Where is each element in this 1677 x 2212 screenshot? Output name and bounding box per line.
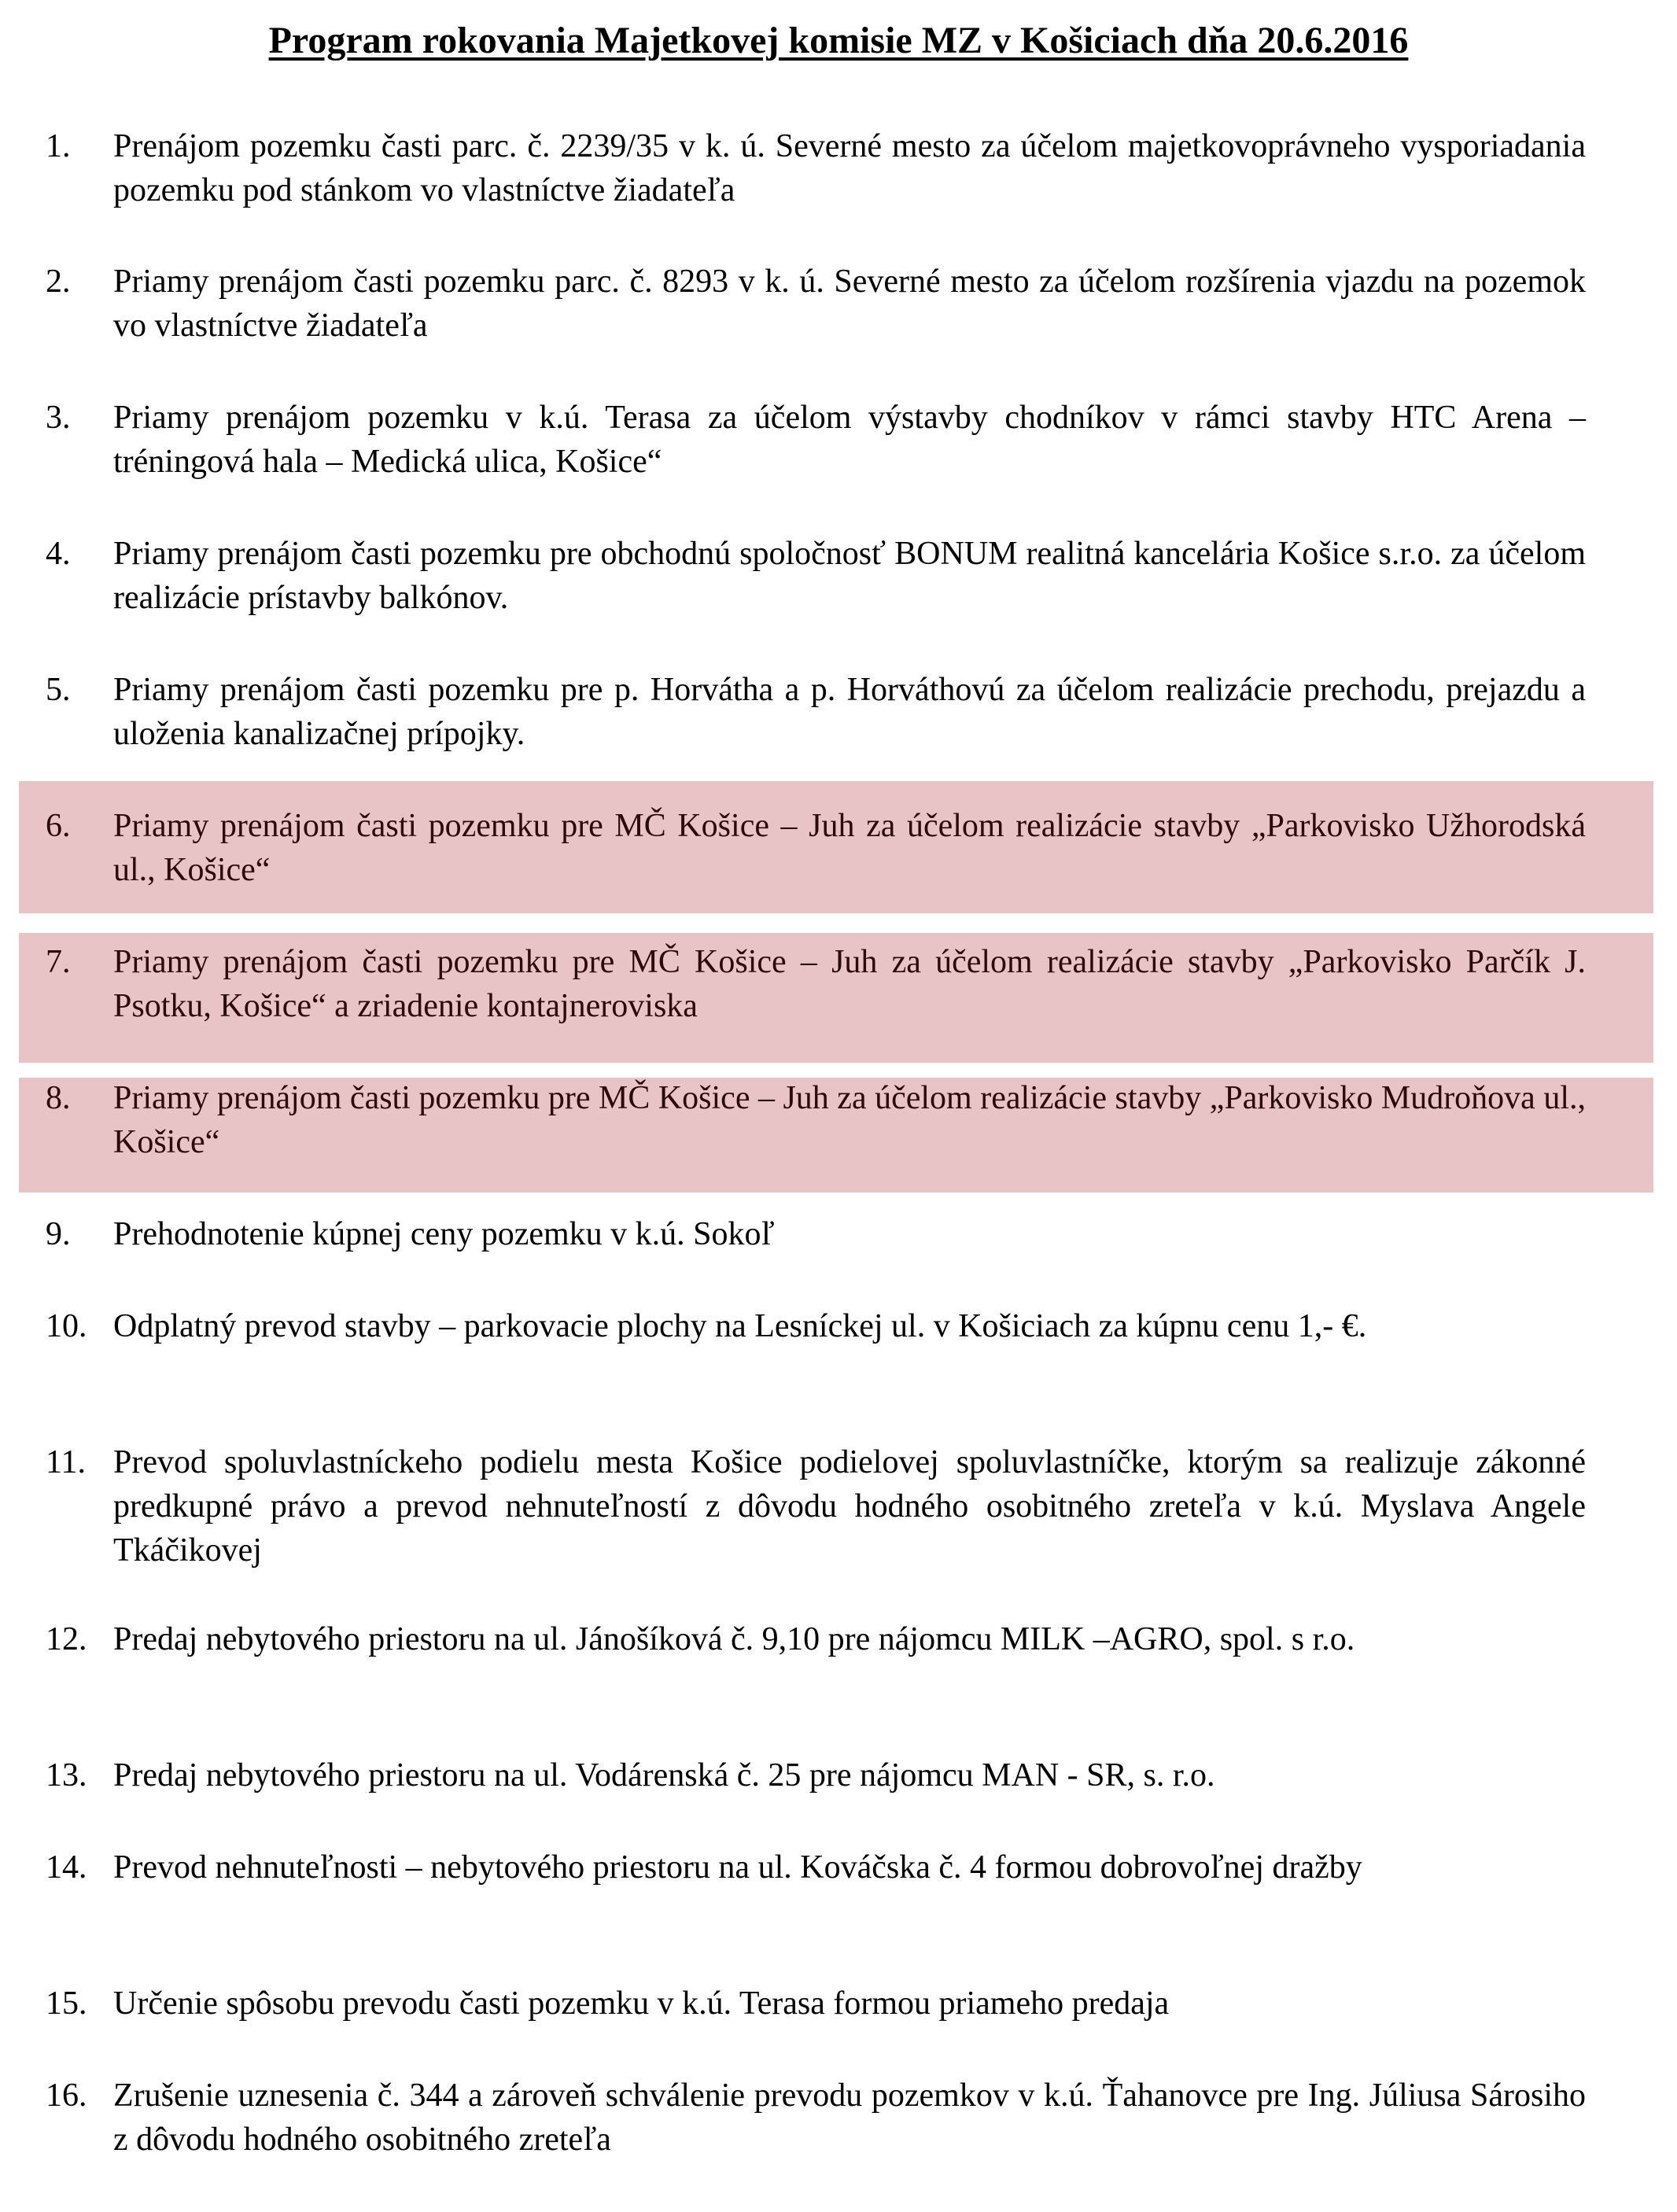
item-text: Priamy prenájom časti pozemku pre MČ Košice – Juh za účelom realizácie stavby „Parkovisko Užhorodská ul., Košice“ <box>113 808 1586 888</box>
item-number: 3. <box>46 400 71 436</box>
item-number: 8. <box>46 1080 71 1116</box>
item-text: Predaj nebytového priestoru na ul. Jánošíková č. 9,10 pre nájomcu MILK –AGRO, spol. s r.o. <box>113 1621 1355 1657</box>
item-text: Priamy prenájom časti pozemku pre MČ Košice – Juh za účelom realizácie stavby „Parkovisko Mudroňova ul., Košice“ <box>113 1080 1586 1160</box>
item-text: Prenájom pozemku časti parc. č. 2239/35 v k. ú. Severné mesto za účelom majetkovoprávneho vysporiadania pozemku pod stánkom vo vlastníctve žiadateľa <box>113 128 1586 208</box>
item-number: 6. <box>46 808 71 844</box>
item-number: 5. <box>46 672 71 708</box>
item-number: 4. <box>46 536 71 572</box>
item-number: 11. <box>46 1444 86 1480</box>
item-text: Priamy prenájom pozemku v k.ú. Terasa za účelom výstavby chodníkov v rámci stavby HTC Arena – tréningová hala – Medická ulica, Košice“ <box>113 400 1586 480</box>
item-text: Priamy prenájom časti pozemku pre p. Horvátha a p. Horváthovú za účelom realizácie prechodu, prejazdu a uloženia kanalizačnej prípojky. <box>113 672 1586 752</box>
item-number: 12. <box>46 1621 87 1657</box>
item-number: 7. <box>46 944 71 980</box>
item-text: Priamy prenájom časti pozemku pre obchodnú spoločnosť BONUM realitná kancelária Košice s.r.o. za účelom realizácie prístavby balkónov. <box>113 536 1586 616</box>
item-number: 14. <box>46 1849 87 1886</box>
item-text: Odplatný prevod stavby – parkovacie plochy na Lesníckej ul. v Košiciach za kúpnu cenu 1,- €. <box>113 1308 1367 1344</box>
document-title: Program rokovania Majetkovej komisie MZ v Košiciach dňa 20.6.2016 <box>268 20 1409 61</box>
item-text: Predaj nebytového priestoru na ul. Vodárenská č. 25 pre nájomcu MAN - SR, s. r.o. <box>113 1757 1215 1794</box>
item-number: 15. <box>46 1985 87 2022</box>
item-number: 10. <box>46 1308 87 1344</box>
item-number: 13. <box>46 1757 87 1794</box>
item-number: 2. <box>46 264 71 300</box>
item-text: Priamy prenájom časti pozemku pre MČ Košice – Juh za účelom realizácie stavby „Parkovisko Parčík J. Psotku, Košice“ a zriadenie kontajneroviska <box>113 944 1586 1024</box>
item-text: Zrušenie uznesenia č. 344 a zároveň schválenie prevodu pozemkov v k.ú. Ťahanovce pre Ing. Júliusa Sárosiho z dôvodu hodného osobitného zreteľa <box>113 2077 1586 2158</box>
item-number: 1. <box>46 128 71 164</box>
item-text: Prevod nehnuteľnosti – nebytového priestoru na ul. Kováčska č. 4 formou dobrovoľnej dražby <box>113 1849 1362 1886</box>
item-number: 9. <box>46 1216 71 1252</box>
item-text: Prehodnotenie kúpnej ceny pozemku v k.ú. Sokoľ <box>113 1216 775 1252</box>
item-text: Určenie spôsobu prevodu časti pozemku v k.ú. Terasa formou priameho predaja <box>113 1985 1170 2022</box>
item-number: 16. <box>46 2077 87 2114</box>
item-text: Prevod spoluvlastníckeho podielu mesta Košice podielovej spoluvlastníčke, ktorým sa realizuje zákonné predkupné právo a prevod nehnuteľností z dôvodu hodného osobitného zreteľa v k.ú. Myslava Angele Tkáčikovej <box>113 1444 1586 1569</box>
item-text: Priamy prenájom časti pozemku parc. č. 8293 v k. ú. Severné mesto za účelom rozšírenia vjazdu na pozemok vo vlastníctve žiadateľa <box>113 264 1586 344</box>
